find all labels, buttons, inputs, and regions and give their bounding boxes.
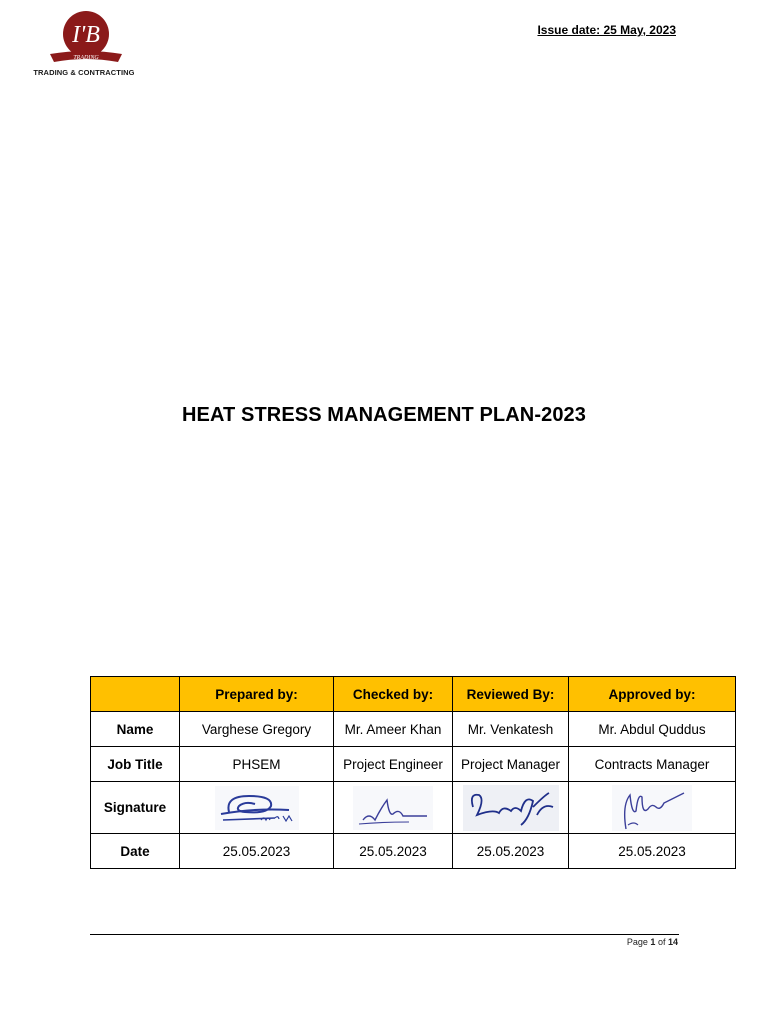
job-checked: Project Engineer bbox=[334, 747, 453, 782]
date-reviewed: 25.05.2023 bbox=[453, 834, 569, 869]
row-label-job-title: Job Title bbox=[91, 747, 180, 782]
approval-table bbox=[90, 676, 736, 869]
name-prepared: Varghese Gregory bbox=[180, 712, 334, 747]
signature-prepared bbox=[215, 786, 299, 830]
logo-company-text: TRADING & CONTRACTING bbox=[33, 68, 135, 77]
job-prepared: PHSEM bbox=[180, 747, 334, 782]
header-checked-by: Checked by: bbox=[334, 677, 453, 712]
table-header-row bbox=[91, 677, 736, 712]
row-label-signature: Signature bbox=[91, 782, 180, 834]
signature-reviewed-cell bbox=[453, 782, 569, 834]
date-prepared: 25.05.2023 bbox=[180, 834, 334, 869]
document-title: HEAT STRESS MANAGEMENT PLAN-2023 bbox=[182, 404, 586, 426]
date-approved: 25.05.2023 bbox=[569, 834, 736, 869]
table-row-signature bbox=[91, 782, 736, 834]
logo-banner-text: TRADING bbox=[73, 55, 99, 61]
header-prepared-by: Prepared by: bbox=[180, 677, 334, 712]
issue-date: Issue date: 25 May, 2023 bbox=[537, 23, 676, 37]
page-current: 1 bbox=[650, 937, 656, 947]
name-approved: Mr. Abdul Quddus bbox=[569, 712, 736, 747]
footer-divider bbox=[90, 934, 679, 935]
date-checked: 25.05.2023 bbox=[334, 834, 453, 869]
table-row-job-title bbox=[91, 747, 736, 782]
name-reviewed: Mr. Venkatesh bbox=[453, 712, 569, 747]
logo-monogram: I'B bbox=[72, 22, 100, 48]
signature-approved bbox=[612, 785, 692, 831]
header-reviewed-by: Reviewed By: bbox=[453, 677, 569, 712]
page-total: 14 bbox=[667, 937, 678, 947]
signature-approved-cell bbox=[569, 782, 736, 834]
row-label-date: Date bbox=[91, 834, 180, 869]
of-word: of bbox=[657, 937, 666, 947]
page-word: Page bbox=[626, 937, 648, 947]
signature-reviewed bbox=[463, 785, 559, 831]
signature-checked bbox=[353, 786, 433, 830]
header-cell-empty bbox=[91, 677, 180, 712]
job-approved: Contracts Manager bbox=[569, 747, 736, 782]
signature-checked-cell bbox=[334, 782, 453, 834]
signature-prepared-cell bbox=[180, 782, 334, 834]
job-reviewed: Project Manager bbox=[453, 747, 569, 782]
name-checked: Mr. Ameer Khan bbox=[334, 712, 453, 747]
page-number bbox=[627, 937, 678, 947]
row-label-name: Name bbox=[91, 712, 180, 747]
header-approved-by: Approved by: bbox=[569, 677, 736, 712]
table-row-name bbox=[91, 712, 736, 747]
table-row-date bbox=[91, 834, 736, 869]
company-logo bbox=[20, 10, 148, 82]
